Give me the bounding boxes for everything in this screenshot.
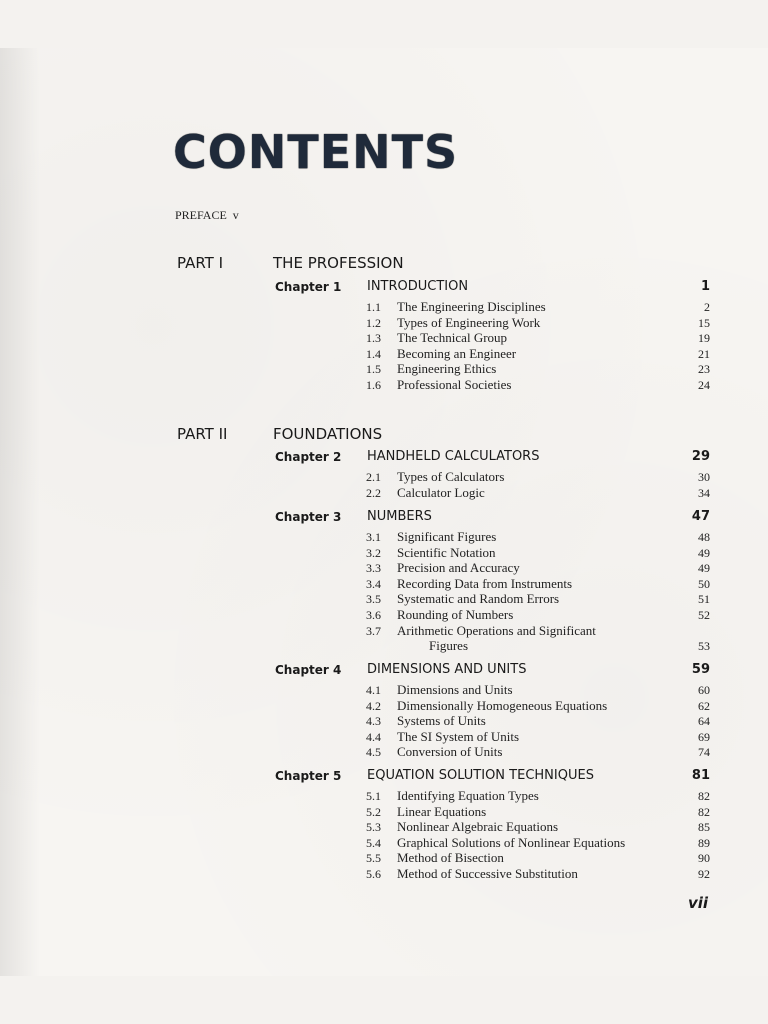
preface-label: PREFACE (175, 208, 227, 222)
chapter-title: HANDHELD CALCULATORS (367, 449, 540, 464)
section-page: 62 (698, 698, 710, 713)
section-number: 3.3 (366, 561, 381, 576)
section-number: 5.1 (366, 789, 381, 803)
section-title: Linear Equations (397, 803, 487, 819)
section-number: 4.2 (366, 698, 381, 713)
section-title: The Engineering Disciplines (397, 299, 546, 314)
page-folio: vii (687, 894, 708, 912)
chapter-page: 81 (691, 768, 710, 783)
section-number: 5.3 (366, 820, 381, 835)
page-title: CONTENTS (173, 125, 459, 179)
chapter-label: Chapter 1 (275, 280, 342, 294)
section-number: 1.2 (366, 315, 381, 330)
section-number: 3.4 (366, 576, 381, 591)
section-page: 64 (698, 714, 710, 729)
part-title: THE PROFESSION (273, 254, 404, 272)
section-number: 1.3 (366, 331, 381, 346)
part-label: PART II (177, 425, 228, 443)
section-page: 50 (698, 576, 710, 591)
section-number: 1.4 (366, 346, 381, 361)
book-page (0, 48, 768, 976)
section-number: 3.6 (366, 608, 381, 622)
part-title: FOUNDATIONS (273, 425, 383, 443)
section-title: The Technical Group (397, 330, 508, 346)
section-page: 74 (698, 745, 710, 760)
section-number: 1.6 (366, 378, 381, 392)
section-title: Graphical Solutions of Nonlinear Equations (397, 834, 626, 850)
section-number: 4.3 (366, 714, 381, 729)
chapter-page: 1 (700, 279, 710, 294)
chapter-title: INTRODUCTION (367, 279, 469, 294)
section-title: The SI System of Units (397, 728, 520, 744)
section-page: 30 (698, 470, 710, 484)
chapter-title: DIMENSIONS AND UNITS (367, 662, 527, 677)
section-page: 92 (698, 867, 710, 881)
section-number: 3.7 (366, 623, 381, 638)
section-page: 34 (698, 485, 710, 500)
section-number: 3.1 (366, 530, 381, 544)
section-title: Scientific Notation (397, 544, 496, 560)
section-page: 23 (698, 362, 710, 377)
section-title: Identifying Equation Types (397, 788, 539, 803)
section-title: Conversion of Units (397, 744, 503, 760)
section-title: Significant Figures (397, 529, 497, 544)
section-number: 4.5 (366, 745, 381, 760)
chapter-label: Chapter 5 (275, 769, 342, 783)
section-title-continued: Figures (429, 638, 468, 654)
section-title: Nonlinear Algebraic Equations (397, 819, 559, 835)
chapter-page: 47 (691, 509, 710, 524)
section-number: 5.6 (366, 867, 381, 881)
chapter-label: Chapter 4 (275, 663, 342, 677)
section-number: 2.1 (366, 470, 381, 484)
chapter-label: Chapter 2 (275, 450, 342, 464)
section-number: 5.2 (366, 804, 381, 819)
section-page: 49 (698, 545, 710, 560)
section-title: Professional Societies (397, 377, 512, 392)
section-page: 52 (698, 608, 710, 622)
section-page: 82 (698, 789, 710, 803)
preface-page: v (232, 208, 239, 222)
section-title: Systematic and Random Errors (397, 591, 560, 607)
section-number: 4.4 (366, 729, 381, 744)
section-title: Types of Calculators (397, 469, 505, 484)
section-title: Precision and Accuracy (397, 560, 520, 576)
section-page: 69 (698, 729, 710, 744)
section-number: 2.2 (366, 485, 381, 500)
section-number: 3.2 (366, 545, 381, 560)
section-number: 1.5 (366, 362, 381, 377)
part-label: PART I (177, 254, 224, 272)
section-title: Method of Successive Substitution (397, 866, 578, 881)
section-title: Arithmetic Operations and Significant (397, 622, 596, 638)
section-title: Dimensions and Units (397, 682, 513, 697)
section-page: 48 (698, 530, 710, 544)
section-page: 15 (698, 315, 710, 330)
chapter-label: Chapter 3 (275, 510, 342, 524)
section-page: 19 (698, 331, 710, 346)
section-number: 5.5 (366, 851, 381, 866)
section-page: 53 (698, 639, 710, 654)
section-page: 49 (698, 561, 710, 576)
section-page: 24 (698, 378, 710, 392)
section-page: 21 (698, 346, 710, 361)
section-title: Engineering Ethics (397, 361, 497, 377)
section-page: 60 (698, 683, 710, 697)
section-number: 1.1 (366, 300, 381, 314)
chapter-title: NUMBERS (367, 509, 432, 524)
section-page: 89 (698, 835, 710, 850)
section-title: Rounding of Numbers (397, 607, 514, 622)
section-number: 5.4 (366, 835, 381, 850)
section-title: Types of Engineering Work (397, 314, 541, 330)
section-page: 82 (698, 804, 710, 819)
section-number: 4.1 (366, 683, 381, 697)
section-title: Recording Data from Instruments (397, 575, 573, 591)
section-title: Dimensionally Homogeneous Equations (397, 697, 608, 713)
chapter-title: EQUATION SOLUTION TECHNIQUES (367, 768, 594, 783)
section-title: Becoming an Engineer (397, 345, 517, 361)
section-title: Method of Bisection (397, 850, 504, 866)
section-title: Calculator Logic (397, 484, 485, 500)
section-title: Systems of Units (397, 713, 486, 729)
chapter-page: 29 (691, 449, 710, 464)
section-page: 2 (704, 300, 710, 314)
section-page: 90 (698, 851, 710, 866)
preface-entry (175, 208, 239, 223)
section-page: 85 (698, 820, 710, 835)
section-number: 3.5 (366, 592, 381, 607)
chapter-page: 59 (691, 662, 710, 677)
section-page: 51 (698, 592, 710, 607)
